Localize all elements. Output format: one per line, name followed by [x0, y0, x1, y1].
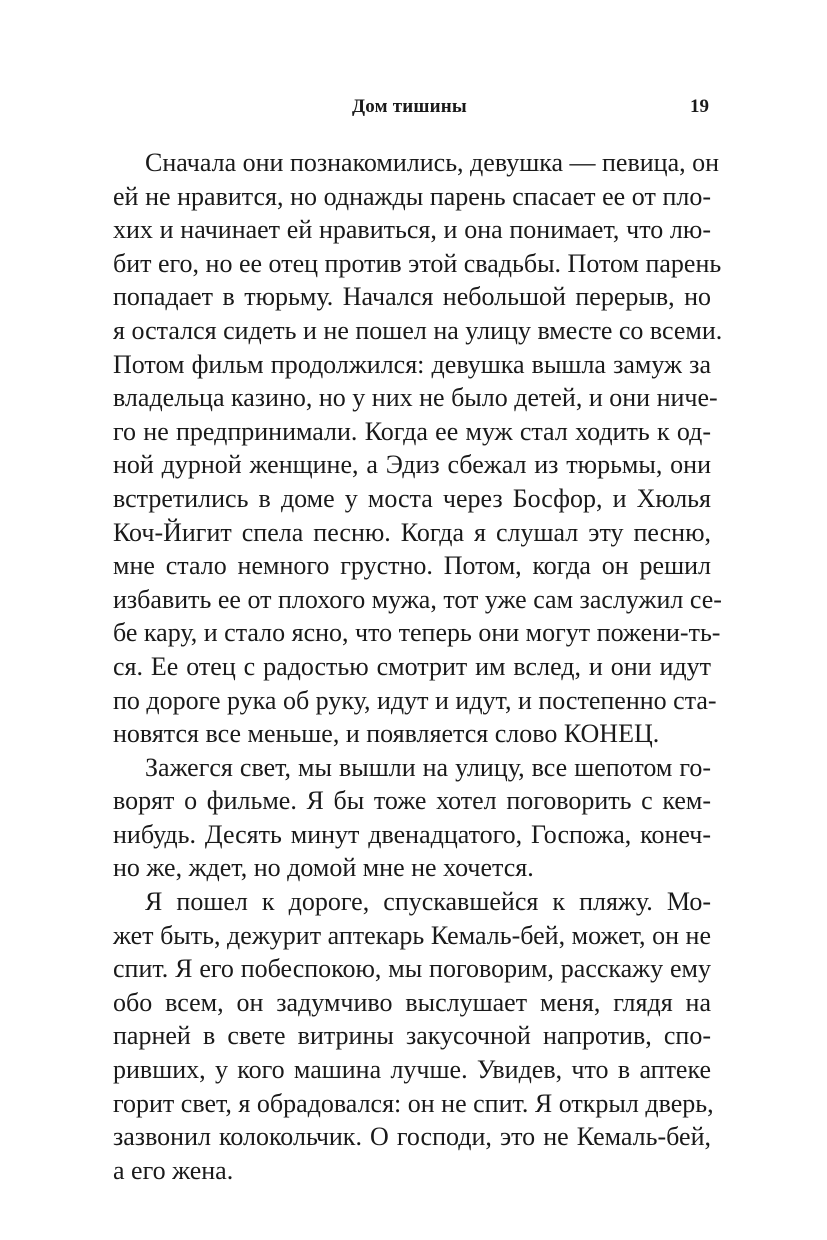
text-line: Сначала они познакомились, девушка — певица, он: [145, 148, 720, 177]
text-line: нибудь. Десять минут двенадцатого, Госпожа, конеч-: [113, 819, 711, 849]
text-line: Потом фильм продолжился: девушка вышла замуж за: [113, 349, 711, 379]
text-line: избавить ее от плохого мужа, тот уже сам заслужил се-: [113, 584, 722, 614]
text-line: зазвонил колокольчик. О господи, это не Кемаль-бей,: [113, 1122, 711, 1152]
text-line: я остался сидеть и не пошел на улицу вместе со всеми.: [113, 315, 723, 345]
text-line: владельца казино, но у них не было детей, и они ниче-: [113, 383, 718, 413]
text-line: Коч-Йигит спела песню. Когда я слушал эту песню,: [113, 517, 711, 547]
running-title: Дом тишины: [352, 96, 467, 117]
text-line: горит свет, я обрадовался: он не спит. Я открыл дверь,: [113, 1088, 714, 1118]
text-line: попадает в тюрьму. Начался небольшой перерыв, но: [113, 282, 711, 312]
text-line: бит его, но ее отец против этой свадьбы. Потом парень: [113, 248, 722, 278]
page-number: 19: [690, 96, 709, 117]
body-text: [113, 146, 723, 1187]
text-line: новятся все меньше, и появляется слово КОНЕЦ.: [113, 719, 660, 749]
text-line: Зажегся свет, мы вышли на улицу, все шепотом го-: [145, 752, 711, 782]
text-line: ворят о фильме. Я бы тоже хотел поговорить с кем-: [113, 786, 711, 816]
text-line: ной дурной женщине, а Эдиз сбежал из тюрьмы, они: [113, 450, 711, 480]
text-line: бе кару, и стало ясно, что теперь они могут пожени-ть-: [113, 618, 721, 648]
text-line: встретились в доме у моста через Босфор, и Хюлья: [113, 483, 711, 513]
text-line: Я пошел к дороге, спускавшейся к пляжу. Мо-: [145, 887, 711, 917]
text-line: спит. Я его побеспокою, мы поговорим, расскажу ему: [113, 954, 711, 984]
text-line: ся. Ее отец с радостью смотрит им вслед, и они идут: [113, 651, 711, 681]
text-line: по дороге рука об руку, идут и идут, и постепенно ста-: [113, 685, 717, 715]
text-line: но же, ждет, но домой мне не хочется.: [113, 853, 534, 883]
text-line: обо всем, он задумчиво выслушает меня, глядя на: [113, 987, 711, 1017]
text-line: ей не нравится, но однажды парень спасает ее от пло-: [113, 181, 711, 211]
text-line: мне стало немного грустно. Потом, когда он решил: [113, 551, 711, 581]
text-line: хих и начинает ей нравиться, и она понимает, что лю-: [113, 215, 711, 245]
text-line: ривших, у кого машина лучше. Увидев, что в аптеке: [113, 1055, 711, 1085]
text-line: жет быть, дежурит аптекарь Кемаль-бей, может, он не: [113, 920, 711, 950]
text-line: го не предпринимали. Когда ее муж стал ходить к од-: [113, 416, 711, 446]
text-line: а его жена.: [113, 1155, 234, 1185]
text-line: парней в свете витрины закусочной напротив, спо-: [113, 1021, 711, 1051]
